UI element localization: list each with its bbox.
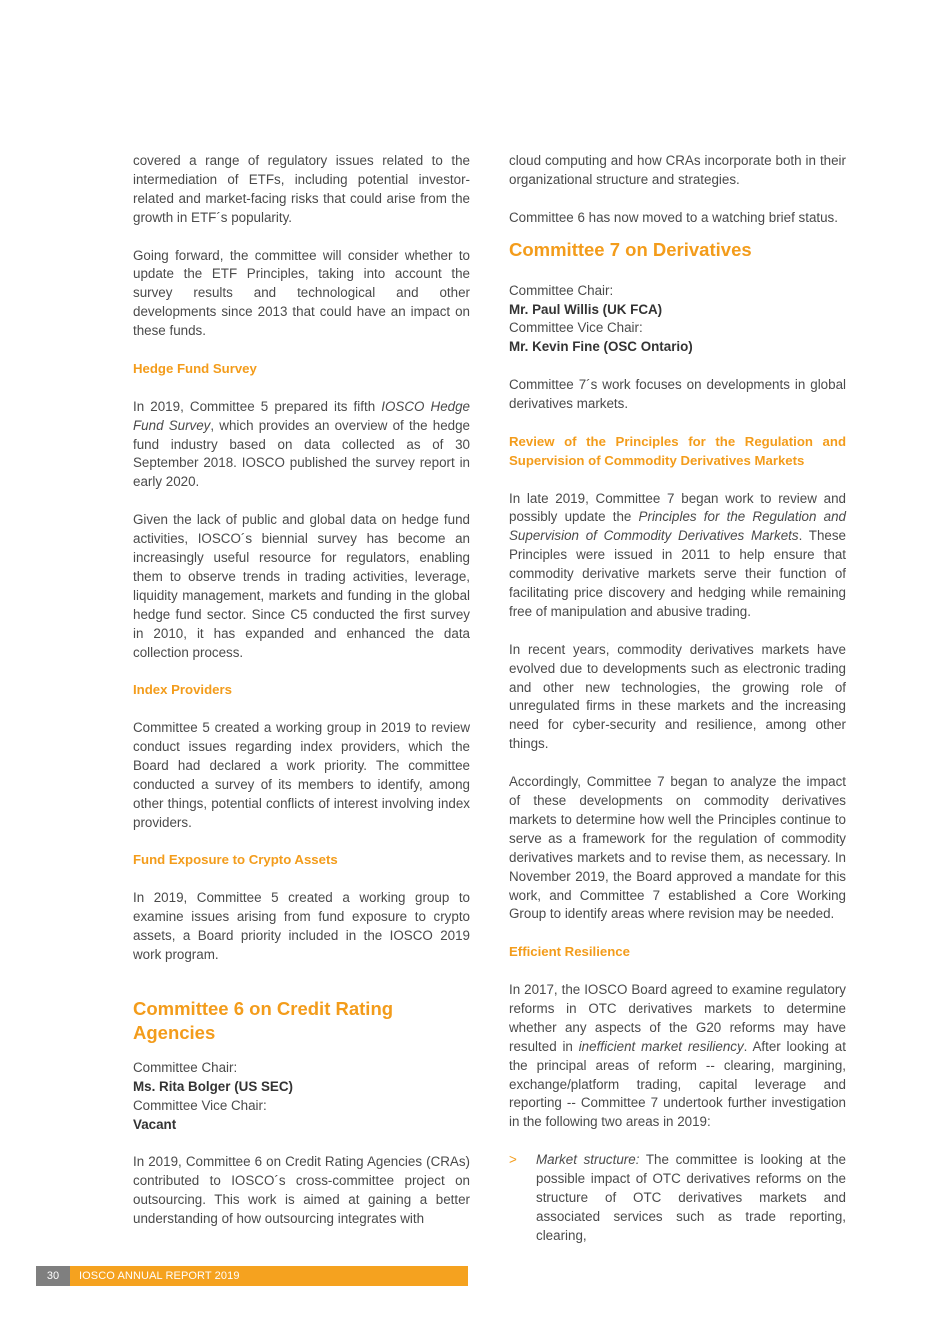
paragraph: Committee 5 created a working group in 2019 to review conduct issues regarding index providers, which the Board had declared a work priority. The committee conducted a survey of its members to identify, among other things, potential conflicts of interest involving index providers. — [133, 720, 470, 830]
committee-6-heading: Committee 6 on Credit Rating Agencies — [133, 997, 394, 1043]
left-column — [133, 152, 470, 1248]
chair-name: Mr. Paul Willis (UK FCA) — [509, 301, 663, 317]
chair-label: Committee Chair: — [133, 1059, 238, 1075]
paragraph: Committee 6 has now moved to a watching brief status. — [509, 209, 838, 225]
paragraph: covered a range of regulatory issues related to the intermediation of ETFs, including potential investor-related and market-facing risks that could arise from the growth in ETF´s popularity. — [133, 153, 470, 225]
chevron-right-icon: > — [509, 1152, 517, 1168]
bullet-item-market-structure — [509, 1151, 846, 1246]
paragraph: Going forward, the committee will consider whether to update the ETF Principles, taking into account the survey results and technological and other developments since 2013 that could have an impact on these funds. — [133, 247, 470, 339]
paragraph: Accordingly, Committee 7 began to analyze the impact of these developments on commodity derivatives markets to determine how well the Principles continue to serve as a framework for the regulation of commodity derivatives markets and to revise them, as necessary. In November 2019, the Board approved a mandate for this work, and Committee 7 established a Core Working Group to identify areas where revision may be needed. — [509, 774, 846, 922]
vice-chair-label: Committee Vice Chair: — [509, 320, 643, 336]
section-heading-index-providers: Index Providers — [133, 682, 232, 698]
paragraph: In 2017, the IOSCO Board agreed to examine regulatory reforms in OTC derivatives markets to determine whether any aspects of the G20 reforms may have resulted in inefficient market resiliency. After looking at the principal areas of reform -- clearing, margining, exchange/platform trading, capital leverage and reporting -- Committee 7 undertook further investigation in the following two areas in 2019: — [509, 982, 846, 1130]
paragraph: In 2019, Committee 5 prepared its fifth IOSCO Hedge Fund Survey, which provides an overview of the hedge fund industry based on data collected as of 30 September 2018. IOSCO published the survey report in early 2020. — [133, 398, 470, 490]
section-heading-crypto-assets: Fund Exposure to Crypto Assets — [133, 852, 338, 868]
paragraph: In late 2019, Committee 7 began work to review and possibly update the Principles for the Regulation and Supervision of Commodity Derivatives Markets. These Principles were issued in 2011 to help ensure that commodity derivative markets serve their function of facilitating price discovery and hedging while remaining free of manipulation and abusive trading. — [509, 490, 846, 619]
chair-name: Ms. Rita Bolger (US SEC) — [133, 1078, 293, 1094]
page-footer — [36, 1266, 468, 1286]
right-column — [509, 152, 846, 1246]
vice-chair-label: Committee Vice Chair: — [133, 1097, 267, 1113]
paragraph: Committee 7´s work focuses on developments in global derivatives markets. — [509, 377, 846, 412]
paragraph: In recent years, commodity derivatives markets have evolved due to developments such as electronic trading and other new technologies, the growing role of unregulated firms in these markets and the increasing need for cyber-security and resilience, among other things. — [509, 641, 846, 752]
paragraph: In 2019, Committee 6 on Credit Rating Agencies (CRAs) contributed to IOSCO´s cross-committee project on outsourcing. This work is aimed at gaining a better understanding of how outsourcing integrates with — [133, 1154, 470, 1227]
paragraph: In 2019, Committee 5 created a working group to examine issues arising from fund exposure to crypto assets, a Board priority included in the IOSCO 2019 work program. — [133, 890, 470, 962]
paragraph: Given the lack of public and global data on hedge fund activities, IOSCO´s biennial survey has become an increasingly useful resource for regulators, enabling them to observe trends in trading activities, leverage, liquidity management, markets and funding in the global hedge fund sector. Since C5 conducted the first survey in 2010, it has expanded and enhanced the data collection process. — [133, 512, 470, 660]
section-heading-hedge-fund-survey: Hedge Fund Survey — [133, 360, 257, 376]
section-heading-efficient-resilience: Efficient Resilience — [509, 944, 630, 960]
page-number: 30 — [36, 1266, 70, 1286]
vice-chair-name: Mr. Kevin Fine (OSC Ontario) — [509, 339, 693, 355]
footer-title: IOSCO ANNUAL REPORT 2019 — [70, 1266, 468, 1286]
bullet-text: Market structure: The committee is looking at the possible impact of OTC derivatives reforms on the structure of OTC derivatives markets and associated services such as trade reporting, clearing, — [536, 1152, 846, 1243]
paragraph: cloud computing and how CRAs incorporate both in their organizational structure and strategies. — [509, 153, 846, 187]
committee-7-heading: Committee 7 on Derivatives — [509, 238, 752, 260]
vice-chair-name: Vacant — [133, 1116, 177, 1132]
section-heading-review-principles: Review of the Principles for the Regulation and Supervision of Commodity Derivatives Markets — [509, 433, 846, 468]
chair-label: Committee Chair: — [509, 282, 614, 298]
